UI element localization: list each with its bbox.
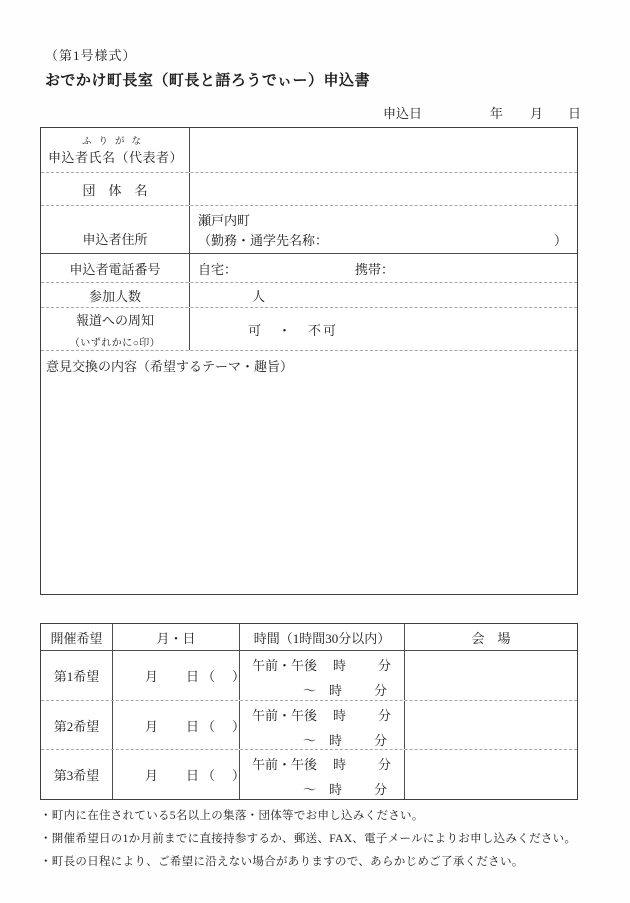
month-glyph: 月 bbox=[145, 668, 159, 684]
workplace-close-paren: ） bbox=[553, 233, 567, 248]
press-notice-row bbox=[41, 308, 577, 351]
application-date-line bbox=[0, 103, 630, 121]
month-label: 月 bbox=[530, 106, 544, 121]
applicant-name-label-cell bbox=[41, 128, 190, 172]
hour-label: 時 bbox=[329, 782, 343, 798]
time-field-2[interactable] bbox=[240, 701, 405, 750]
address-label: 申込者住所 bbox=[82, 232, 148, 247]
topic-content-field[interactable] bbox=[41, 375, 577, 594]
preference-1-label: 第1希望 bbox=[41, 651, 113, 700]
phone-label-cell bbox=[41, 254, 190, 282]
header-time: 時間（1時間30分以内） bbox=[240, 624, 405, 650]
day-glyph: 日 bbox=[186, 668, 200, 684]
home-phone-label: 自宅： bbox=[198, 261, 238, 277]
note-line: ・町長の日程により、ご希望に沿えない場合がありますので、あらかじめご了承ください。 bbox=[40, 856, 524, 868]
ampm-label: 午前・午後 bbox=[252, 757, 318, 773]
application-date-label: 申込日 bbox=[383, 106, 423, 121]
note-line: ・町内に在住されている5名以上の集落・団体等でお申し込みください。 bbox=[40, 810, 424, 822]
schedule-row-2 bbox=[41, 701, 577, 751]
header-venue: 会 場 bbox=[471, 630, 511, 646]
weekday-paren: （ ） bbox=[202, 768, 248, 784]
schedule-row-3 bbox=[41, 750, 577, 799]
venue-field-1[interactable] bbox=[405, 651, 577, 700]
venue-field-3[interactable] bbox=[405, 750, 577, 799]
applicant-table bbox=[40, 127, 578, 595]
topic-section bbox=[41, 351, 577, 594]
date-field-1[interactable] bbox=[113, 651, 248, 700]
press-sublabel: （いずれかに○印） bbox=[69, 337, 161, 349]
page-title: おでかけ町長室（町長と語ろうでぃー）申込書 bbox=[45, 72, 371, 89]
minute-label: 分 bbox=[378, 707, 392, 723]
press-label-cell bbox=[41, 308, 190, 350]
header-preference: 開催希望 bbox=[41, 624, 113, 650]
date-field-2[interactable] bbox=[113, 701, 248, 750]
tilde-label: ～ bbox=[303, 683, 317, 698]
applicant-name-field[interactable] bbox=[190, 128, 577, 172]
press-options-field[interactable] bbox=[190, 308, 577, 350]
group-name-row bbox=[41, 173, 577, 206]
form-number: （第1号様式） bbox=[45, 48, 137, 63]
phone-field[interactable] bbox=[190, 254, 577, 282]
hour-label: 時 bbox=[333, 658, 347, 673]
group-name-field[interactable] bbox=[190, 173, 577, 205]
group-name-label: 団 体 名 bbox=[82, 182, 148, 198]
day-glyph: 日 bbox=[186, 718, 200, 734]
phone-row bbox=[41, 254, 577, 283]
preference-3-label: 第3希望 bbox=[41, 750, 113, 799]
applicant-name-label: 申込者氏名（代表者） bbox=[48, 150, 184, 165]
address-field[interactable] bbox=[190, 206, 577, 253]
workplace-label: （勤務・通学先名称： bbox=[198, 233, 329, 248]
participants-row bbox=[41, 283, 577, 308]
tilde-label: ～ bbox=[303, 732, 317, 748]
month-glyph: 月 bbox=[145, 718, 159, 734]
press-options-text: 可 ・ 不可 bbox=[248, 322, 339, 338]
minute-label: 分 bbox=[378, 757, 392, 773]
tilde-label: ～ bbox=[303, 782, 317, 798]
minute-label: 分 bbox=[374, 683, 388, 698]
applicant-name-row bbox=[41, 128, 577, 173]
workplace-name-field[interactable] bbox=[190, 230, 577, 253]
address-row bbox=[41, 206, 577, 254]
minute-label: 分 bbox=[374, 732, 388, 748]
year-label: 年 bbox=[490, 106, 504, 121]
address-label-cell bbox=[41, 206, 190, 253]
time-field-3[interactable] bbox=[240, 750, 405, 799]
participants-field[interactable] bbox=[190, 283, 577, 307]
schedule-body bbox=[41, 651, 577, 799]
participants-label-cell bbox=[41, 283, 190, 307]
preference-2-label: 第2希望 bbox=[41, 701, 113, 750]
topic-header-label: 意見交換の内容（希望するテーマ・趣旨） bbox=[46, 359, 294, 374]
minute-label: 分 bbox=[378, 658, 392, 673]
day-glyph: 日 bbox=[186, 768, 200, 784]
phone-label: 申込者電話番号 bbox=[69, 261, 161, 277]
header-date: 月・日 bbox=[113, 624, 240, 650]
weekday-paren: （ ） bbox=[202, 668, 248, 684]
date-field-3[interactable] bbox=[113, 750, 248, 799]
furigana-label: ふりがな bbox=[81, 137, 148, 147]
time-field-1[interactable] bbox=[240, 651, 405, 700]
month-glyph: 月 bbox=[145, 768, 159, 784]
hour-label: 時 bbox=[333, 757, 347, 773]
hour-label: 時 bbox=[329, 683, 343, 698]
minute-label: 分 bbox=[374, 782, 388, 798]
ampm-label: 午前・午後 bbox=[252, 707, 318, 723]
hour-label: 時 bbox=[329, 732, 343, 748]
mobile-phone-label: 携帯： bbox=[355, 261, 395, 277]
hour-label: 時 bbox=[333, 707, 347, 723]
group-name-label-cell bbox=[41, 173, 190, 205]
day-label: 日 bbox=[568, 106, 582, 121]
schedule-table bbox=[40, 623, 578, 800]
schedule-row-1 bbox=[41, 651, 577, 701]
schedule-header-row bbox=[41, 624, 577, 651]
venue-field-2[interactable] bbox=[405, 701, 577, 750]
ampm-label: 午前・午後 bbox=[252, 658, 318, 673]
press-label: 報道への周知 bbox=[75, 312, 154, 328]
participants-label: 参加人数 bbox=[88, 288, 141, 304]
participants-unit-label: 人 bbox=[252, 288, 266, 304]
address-town-text: 瀬戸内町 bbox=[198, 213, 251, 228]
weekday-paren: （ ） bbox=[202, 718, 248, 734]
footer-notes bbox=[40, 805, 576, 874]
note-line: ・開催希望日の1か月前までに直接持参するか、郵送、FAX、電子メールによりお申し込みください。 bbox=[40, 833, 577, 845]
